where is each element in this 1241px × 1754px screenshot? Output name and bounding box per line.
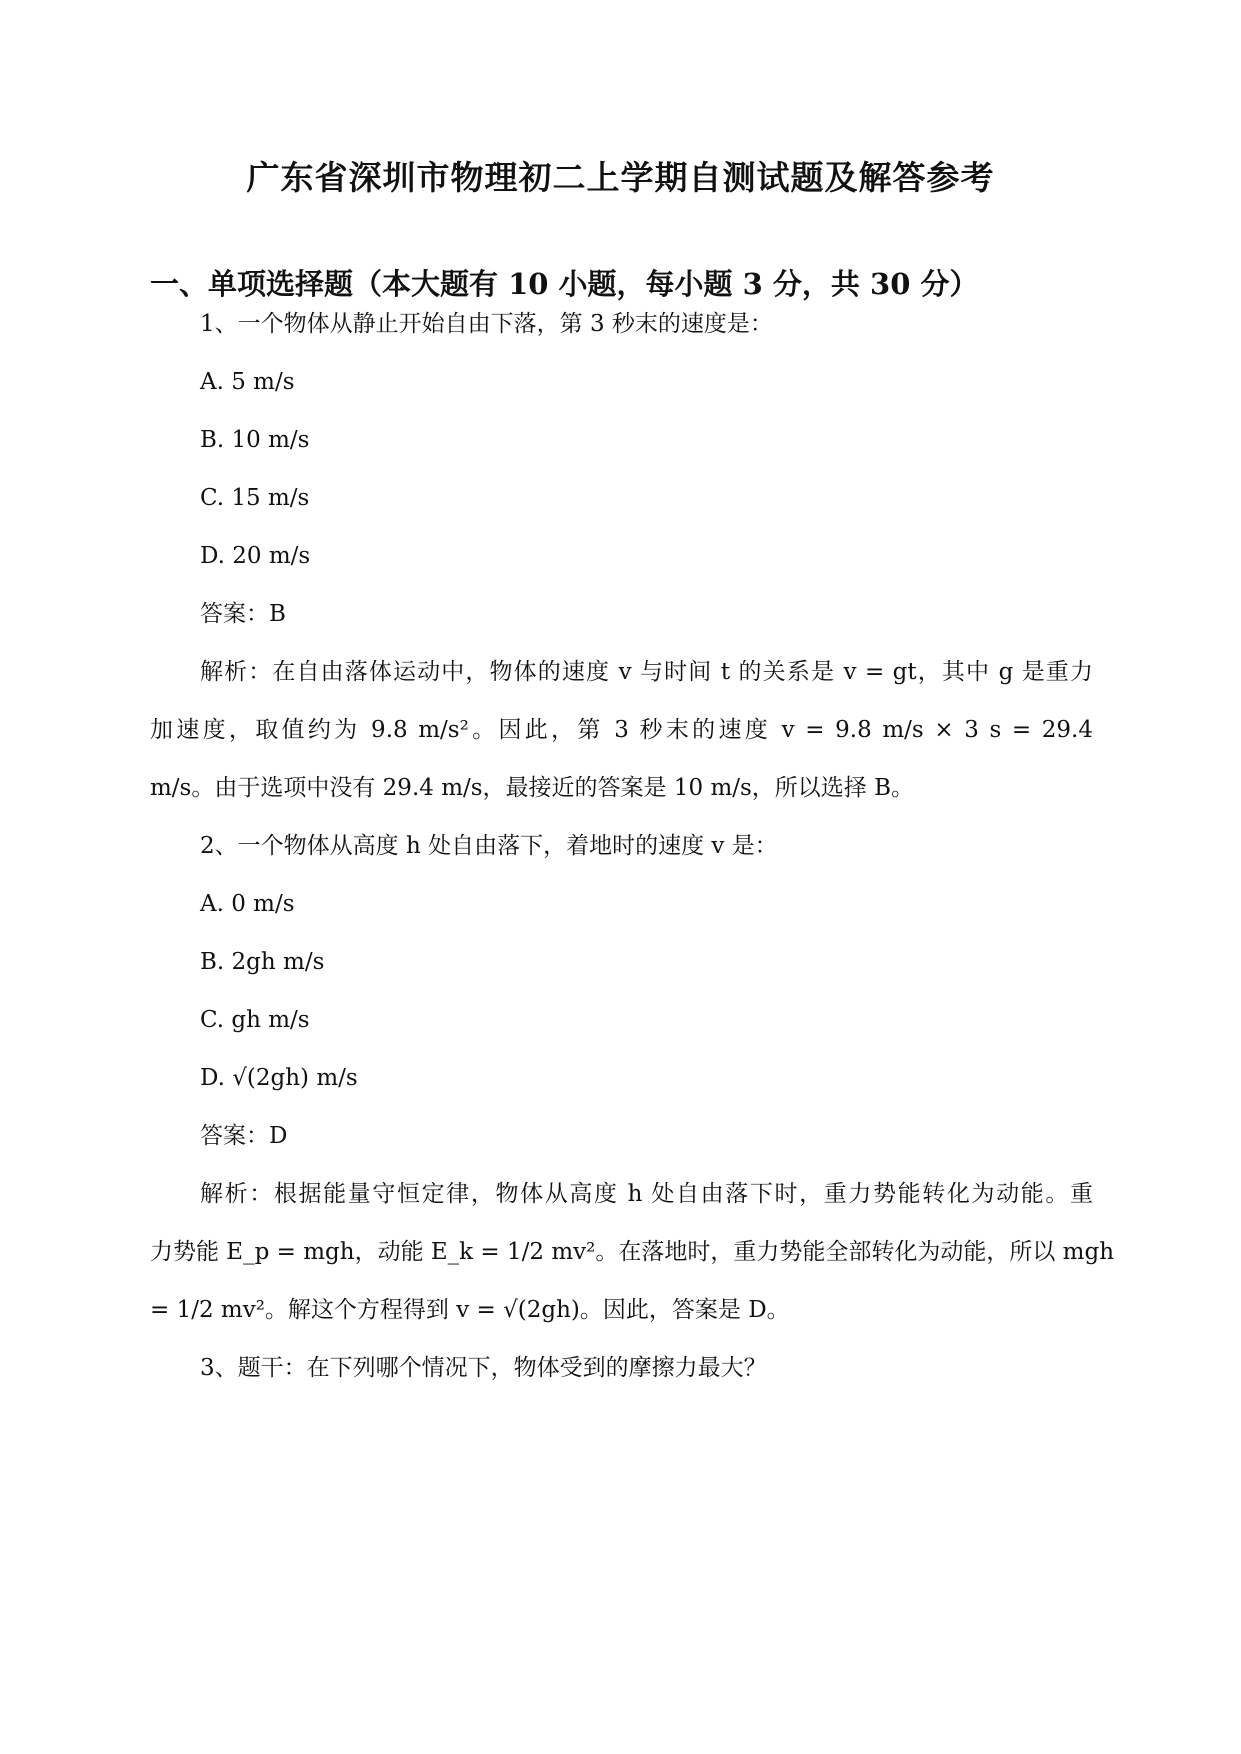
question-2-stem: 2、一个物体从高度 h 处自由落下，着地时的速度 v 是： — [200, 833, 778, 859]
question-2-option-c: C. gh m/s — [200, 1007, 310, 1033]
question-2-answer: 答案：D — [200, 1123, 288, 1149]
question-1-option-d: D. 20 m/s — [200, 543, 311, 569]
question-1-analysis-line-3: m/s。由于选项中没有 29.4 m/s，最接近的答案是 10 m/s，所以选择 B。 — [150, 775, 915, 801]
question-2-analysis-line-2: 力势能 E_p = mgh，动能 E_k = 1/2 mv²。在落地时，重力势能全部转化为动能，所以 mgh — [150, 1239, 1115, 1265]
question-1-stem: 1、一个物体从静止开始自由下落，第 3 秒末的速度是： — [200, 311, 773, 337]
question-1-analysis-line-1: 解析：在自由落体运动中，物体的速度 v 与时间 t 的关系是 v = gt，其中 g 是重力 — [200, 659, 1093, 685]
question-2-analysis-line-1: 解析：根据能量守恒定律，物体从高度 h 处自由落下时，重力势能转化为动能。重 — [200, 1181, 1093, 1207]
question-2-option-d: D. √(2gh) m/s — [200, 1065, 358, 1091]
document-title: 广东省深圳市物理初二上学期自测试题及解答参考 — [246, 158, 995, 197]
section-heading: 一、单项选择题（本大题有 10 小题，每小题 3 分，共 30 分） — [150, 267, 979, 301]
question-1-option-b: B. 10 m/s — [200, 427, 310, 453]
question-1-option-a: A. 5 m/s — [200, 369, 295, 395]
question-2-analysis-line-3: = 1/2 mv²。解这个方程得到 v = √(2gh)。因此，答案是 D。 — [150, 1297, 790, 1323]
question-1-option-c: C. 15 m/s — [200, 485, 310, 511]
question-1-answer: 答案：B — [200, 601, 286, 627]
question-2-option-b: B. 2gh m/s — [200, 949, 325, 975]
question-2-option-a: A. 0 m/s — [200, 891, 295, 917]
question-1-analysis-line-2: 加速度，取值约为 9.8 m/s²。因此，第 3 秒末的速度 v = 9.8 m/s × 3 s = 29.4 — [150, 717, 1093, 743]
question-3-stem: 3、题干：在下列哪个情况下，物体受到的摩擦力最大？ — [200, 1355, 767, 1381]
